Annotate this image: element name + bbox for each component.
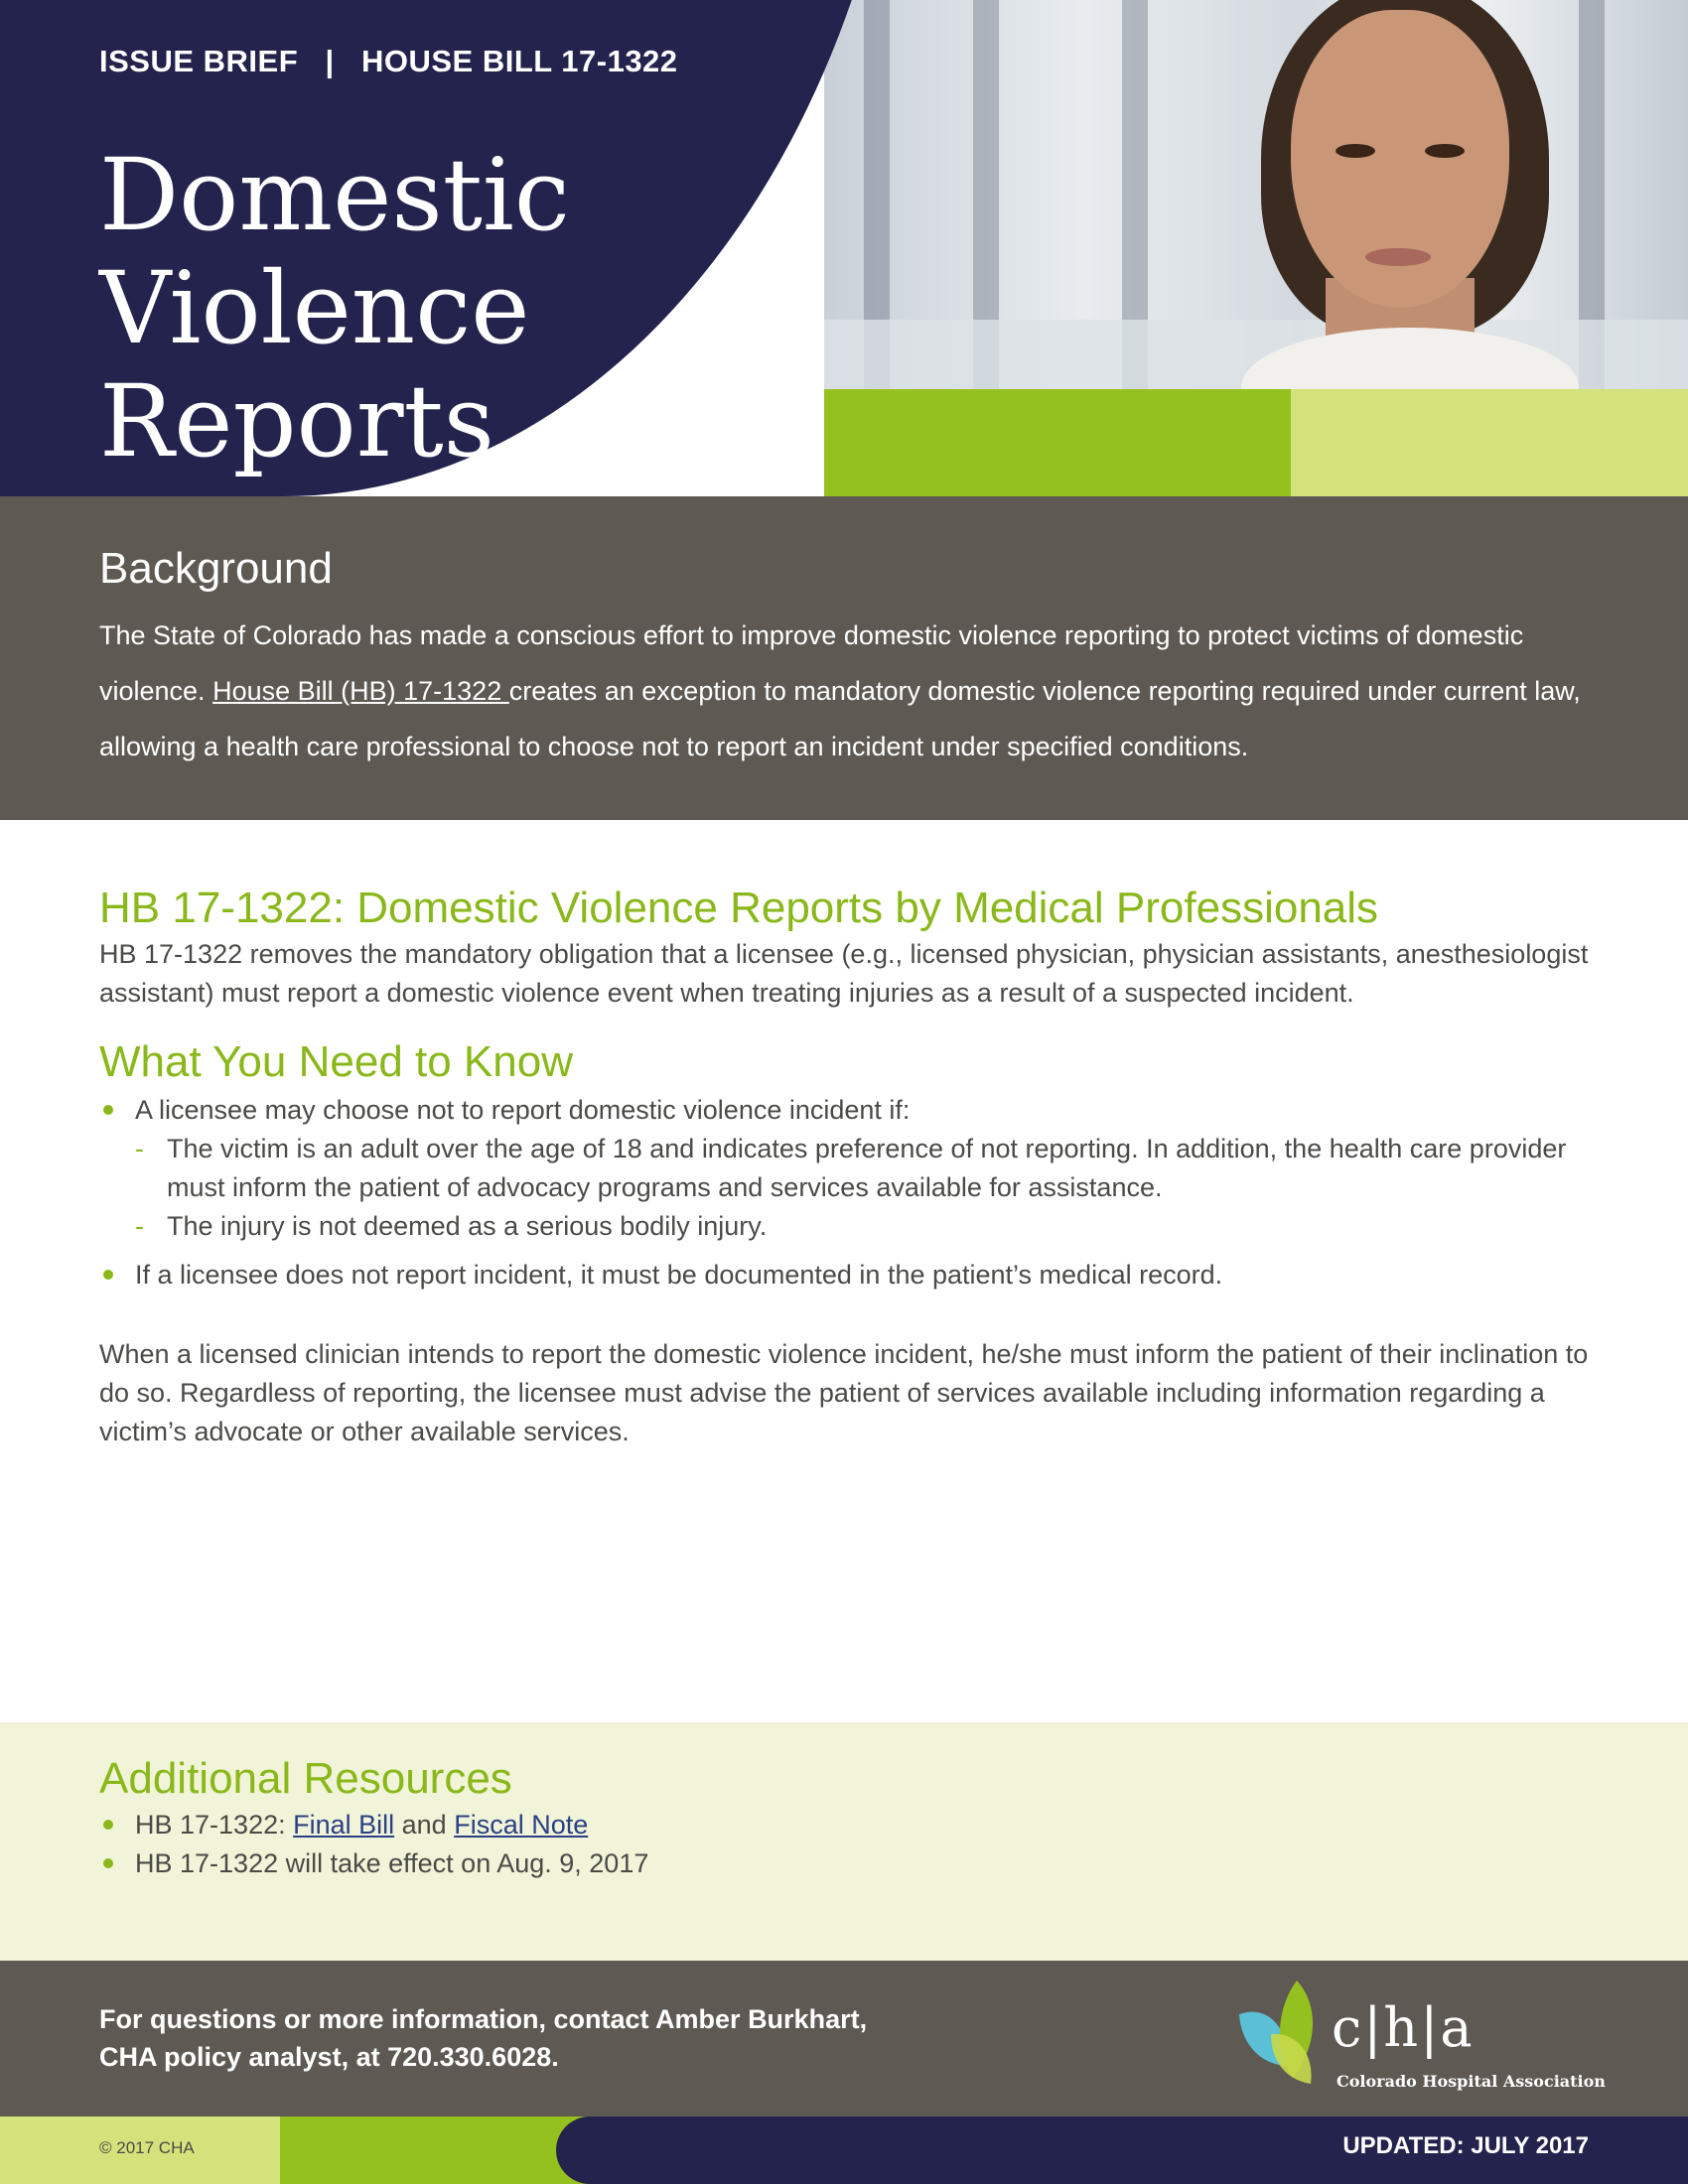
bottom-bar (0, 2116, 1688, 2184)
bill-heading: HB 17-1322: Domestic Violence Reports by Medical Professionals (99, 884, 1379, 932)
leaf-logo-icon (1227, 1975, 1336, 2094)
fiscal-note-link[interactable]: Fiscal Note (454, 1810, 589, 1840)
contact-info (99, 2000, 867, 2076)
final-bill-link[interactable]: Final Bill (293, 1810, 395, 1840)
header-banner (0, 0, 1688, 496)
background-text (99, 608, 1618, 774)
background-heading: Background (99, 544, 333, 593)
title-line-2: Violence Reports (99, 250, 530, 479)
list-item (99, 1806, 1609, 1844)
resource-and: and (394, 1810, 455, 1840)
bullet-text: A licensee may choose not to report domestic violence incident if: (135, 1095, 911, 1125)
need-to-know-heading: What You Need to Know (99, 1037, 573, 1086)
effective-date-text: HB 17-1322 will take effect on Aug. 9, 2017 (135, 1848, 649, 1878)
page-title (99, 139, 914, 478)
cha-logo (1227, 1975, 1605, 2104)
logo-subtitle: Colorado Hospital Association (1336, 2072, 1606, 2091)
bullet-icon (103, 1105, 113, 1115)
sub-item-text: The victim is an adult over the age of 18 and indicates preference of not reporting. In addition, the health care provider must inform the patient of advocacy programs and services available for assistance. (167, 1134, 1567, 1202)
resource-prefix: HB 17-1322: (135, 1810, 294, 1840)
sub-item-text: The injury is not deemed as a serious bodily injury. (167, 1211, 768, 1241)
list-item (99, 1844, 1609, 1883)
bill-description: HB 17-1322 removes the mandatory obligation that a licensee (e.g., licensed physician, physician assistants, anesthesiologist assistant) must report a domestic violence event when treating injuries as a result of a suspected incident. (99, 939, 1589, 1008)
contact-line-2: CHA policy analyst, at 720.330.6028. (99, 2042, 559, 2072)
resources-list (99, 1806, 1609, 1883)
issue-brief-label: ISSUE BRIEF | HOUSE BILL 17-1322 (99, 44, 678, 78)
copyright: © 2017 CHA (99, 2138, 195, 2157)
house-bill-link[interactable]: House Bill (HB) 17-1322 (212, 676, 509, 706)
bullet-text: If a licensee does not report incident, it must be documented in the patient’s medical record. (135, 1260, 1223, 1290)
contact-section (0, 1961, 1688, 2116)
list-item (99, 1256, 1609, 1295)
resources-heading: Additional Resources (99, 1754, 512, 1803)
sub-list (135, 1130, 1609, 1246)
logo-wordmark: c|h|a (1332, 1996, 1475, 2059)
reporting-paragraph: When a licensed clinician intends to report the domestic violence incident, he/she must inform the patient of their inclination to do so. Regardless of reporting, the licensee must advise the patient of services available including information regarding a victim’s advocate or other available services. (99, 1339, 1589, 1446)
dash-icon: - (135, 1211, 144, 1241)
background-text-end: creates an exception to mandatory domestic violence reporting required under current law, allowing a health care professional to choose not to report an incident under specified conditions. (99, 676, 1581, 761)
dash-icon: - (135, 1134, 144, 1163)
lime-accent-bar (1291, 389, 1688, 496)
contact-line-1: For questions or more information, contact Amber Burkhart, (99, 2004, 868, 2034)
bullet-icon (103, 1820, 113, 1830)
woman-photo (824, 0, 1688, 389)
need-to-know-list (99, 1091, 1609, 1295)
bullet-icon (103, 1858, 113, 1868)
background-text-start: The State of Colorado has made a conscious effort to improve domestic violence reporting to protect victims of domestic violence. (99, 620, 1524, 706)
bullet-icon (103, 1270, 113, 1280)
title-line-1: Domestic (99, 137, 570, 253)
updated-date: UPDATED: JULY 2017 (1342, 2132, 1589, 2159)
additional-resources-section (0, 1722, 1688, 1961)
sub-list-item (135, 1130, 1609, 1207)
background-section (0, 496, 1688, 820)
green-segment (280, 2116, 598, 2184)
list-item (99, 1091, 1609, 1246)
sub-list-item (135, 1207, 1609, 1246)
